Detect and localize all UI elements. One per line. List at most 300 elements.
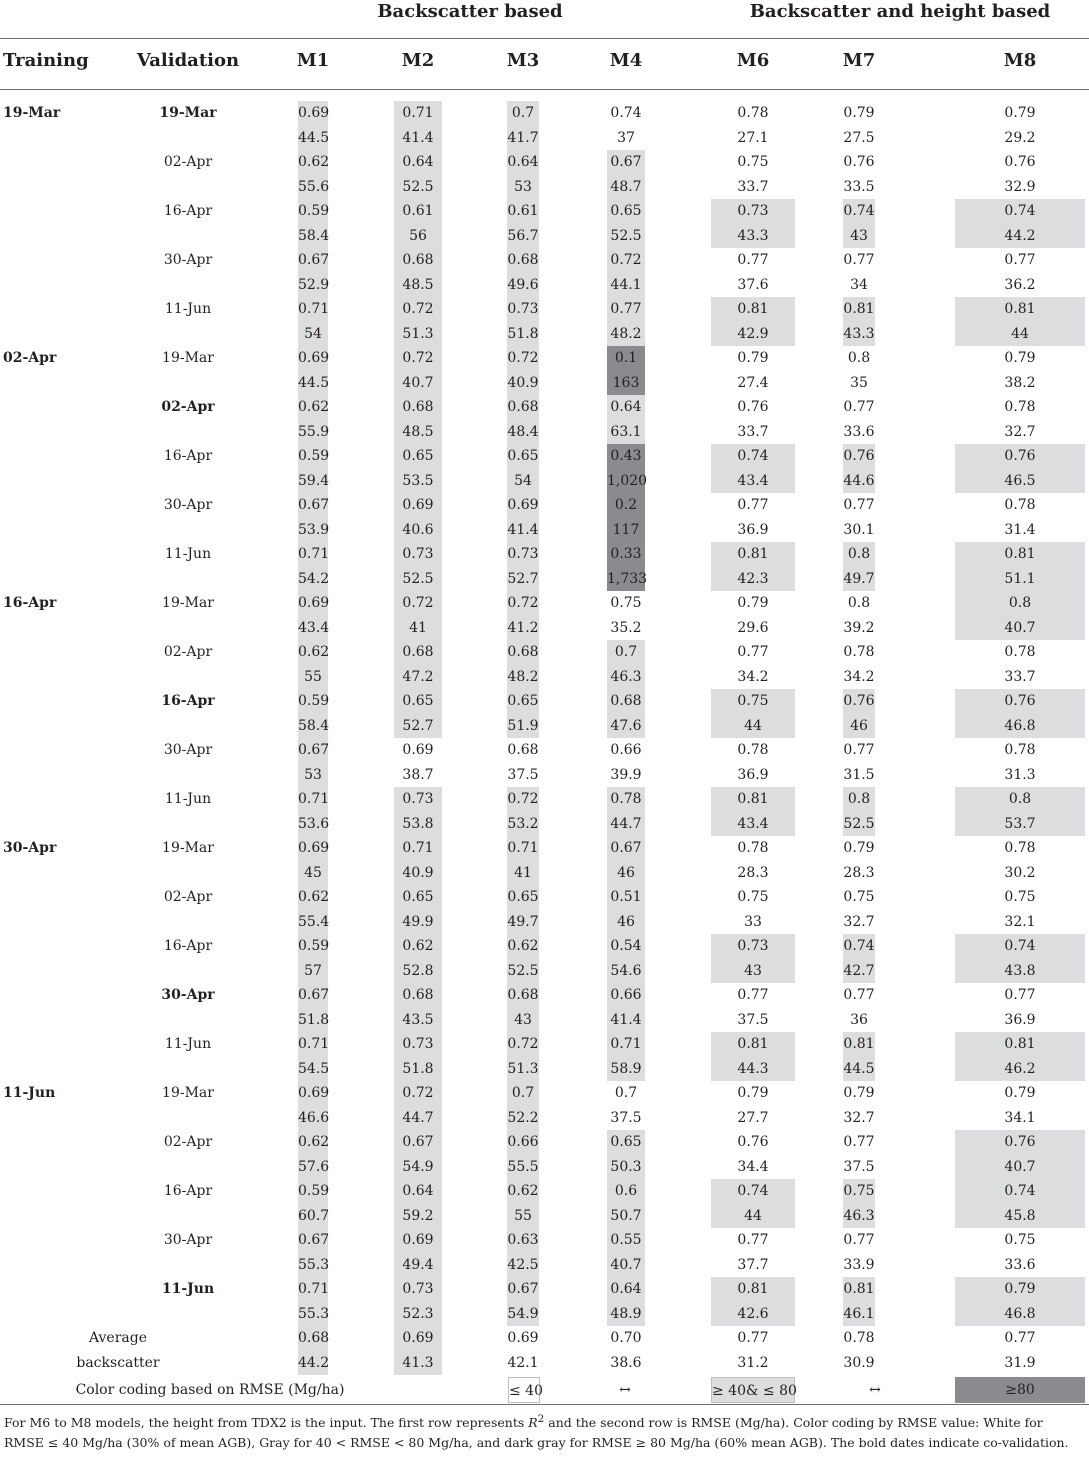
rmse-cell: 58.4	[298, 714, 328, 739]
r2-cell: 0.81	[955, 1032, 1085, 1057]
r2-cell: 0.62	[507, 934, 539, 959]
r2-cell: 0.79	[955, 1277, 1085, 1302]
r2-cell: 0.79	[737, 350, 769, 366]
rmse-cell: 31.5	[843, 766, 875, 783]
rmse-cell: 51.9	[507, 714, 539, 739]
rmse-cell: 36.9	[737, 521, 769, 538]
rmse-cell: 31.3	[1004, 766, 1036, 783]
r2-cell: 0.72	[507, 591, 539, 616]
r2-cell: 0.43	[607, 444, 645, 469]
r2-cell: 0.77	[1004, 252, 1036, 268]
r2-cell: 0.69	[507, 493, 539, 518]
rmse-cell: 37.5	[507, 766, 539, 783]
rmse-cell: 54	[298, 322, 328, 347]
rmse-cell: 55	[507, 1204, 539, 1229]
rmse-cell: 49.6	[507, 273, 539, 298]
rmse-cell: 52.5	[507, 959, 539, 984]
rmse-cell: 37.6	[737, 276, 769, 293]
r2-cell: 0.76	[737, 1134, 769, 1150]
r2-cell: 0.66	[610, 742, 642, 758]
rmse-cell: 42.6	[711, 1302, 795, 1327]
rmse-cell: 48.7	[607, 175, 645, 200]
rmse-cell: 55.3	[298, 1302, 328, 1327]
rmse-cell: 46	[607, 861, 645, 886]
r2-cell: 0.78	[1004, 840, 1036, 856]
r2-cell: 0.65	[394, 885, 442, 910]
rmse-cell: 30.1	[843, 521, 875, 538]
rmse-cell: 53.6	[298, 812, 328, 837]
rmse-cell: 41.2	[507, 616, 539, 641]
r2-cell: 0.72	[507, 787, 539, 812]
r2-cell: 0.33	[607, 542, 645, 567]
r2-cell: 0.6	[607, 1179, 645, 1204]
rmse-cell: 33.6	[843, 423, 875, 440]
table-footnote	[4, 1409, 1084, 1453]
rmse-cell: 48.2	[607, 322, 645, 347]
r2-cell: 0.77	[843, 252, 875, 268]
rmse-cell: 35	[850, 374, 868, 391]
rmse-cell: 38.7	[402, 766, 434, 783]
r2-cell: 0.73	[507, 297, 539, 322]
r2-cell: 0.73	[394, 542, 442, 567]
rmse-cell: 29.6	[737, 619, 769, 636]
rmse-cell: 52.5	[607, 224, 645, 249]
r2-cell: 0.67	[298, 983, 328, 1008]
rmse-cell: 28.3	[737, 864, 769, 881]
validation-date: 30-Apr	[163, 742, 213, 758]
r2-cell: 0.68	[394, 640, 442, 665]
r2-cell: 0.77	[1004, 987, 1036, 1003]
r2-cell: 0.81	[843, 1032, 875, 1057]
average-r2-cell: 0.77	[737, 1330, 769, 1346]
rmse-cell: 55.9	[298, 420, 328, 445]
r2-cell: 0.72	[394, 1081, 442, 1106]
r2-cell: 0.77	[737, 644, 769, 660]
footnote-r-symbol: R	[528, 1415, 538, 1431]
average-label: Average	[88, 1330, 148, 1346]
rmse-cell: 52.2	[507, 1106, 539, 1131]
validation-date: 16-Apr	[163, 203, 213, 219]
rmse-cell: 34.2	[843, 668, 875, 685]
validation-date: 30-Apr	[163, 252, 213, 268]
rmse-cell: 54.9	[507, 1302, 539, 1327]
r2-cell: 0.65	[507, 689, 539, 714]
rmse-cell: 55.4	[298, 910, 328, 935]
r2-cell: 0.79	[737, 1085, 769, 1101]
rmse-cell: 43	[507, 1008, 539, 1033]
rmse-cell: 37.5	[737, 1011, 769, 1028]
r2-cell: 0.76	[843, 689, 875, 714]
rmse-cell: 1,020	[607, 469, 645, 494]
rmse-cell: 44	[711, 714, 795, 739]
rmse-cell: 32.7	[1004, 423, 1036, 440]
rmse-cell: 40.7	[955, 616, 1085, 641]
r2-cell: 0.69	[298, 836, 328, 861]
rmse-cell: 44	[711, 1204, 795, 1229]
rmse-cell: 32.7	[843, 1109, 875, 1126]
rmse-cell: 51.8	[298, 1008, 328, 1033]
validation-date: 11-Jun	[164, 1036, 212, 1052]
r2-cell: 0.59	[298, 199, 328, 224]
r2-cell: 0.8	[843, 542, 875, 567]
r2-cell: 0.72	[607, 248, 645, 273]
rmse-cell: 37.7	[737, 1256, 769, 1273]
r2-cell: 0.73	[711, 934, 795, 959]
r2-cell: 0.65	[607, 199, 645, 224]
rmse-cell: 56.7	[507, 224, 539, 249]
validation-date: 16-Apr	[163, 938, 213, 954]
rmse-cell: 42.5	[507, 1253, 539, 1278]
r2-cell: 0.77	[843, 497, 875, 513]
r2-cell: 0.68	[394, 248, 442, 273]
r2-cell: 0.81	[955, 297, 1085, 322]
col-header-m8: M8	[1003, 50, 1037, 71]
rmse-cell: 27.1	[737, 129, 769, 146]
r2-cell: 0.73	[394, 1277, 442, 1302]
r2-cell: 0.81	[843, 297, 875, 322]
rmse-cell: 46.8	[955, 714, 1085, 739]
r2-cell: 0.69	[298, 591, 328, 616]
rmse-cell: 36.9	[737, 766, 769, 783]
r2-cell: 0.78	[1004, 399, 1036, 415]
average-rmse-cell: 31.9	[1004, 1354, 1036, 1371]
r2-cell: 0.68	[507, 248, 539, 273]
r2-cell: 0.67	[298, 738, 328, 763]
training-date: 30-Apr	[3, 840, 57, 856]
r2-cell: 0.71	[607, 1032, 645, 1057]
average-rmse-cell: 42.1	[507, 1354, 539, 1371]
r2-cell: 0.62	[298, 640, 328, 665]
r2-cell: 0.76	[955, 1130, 1085, 1155]
r2-cell: 0.74	[955, 1179, 1085, 1204]
rmse-cell: 33	[744, 913, 762, 930]
rmse-cell: 33.7	[1004, 668, 1036, 685]
rmse-cell: 43.4	[711, 469, 795, 494]
rmse-cell: 44	[955, 322, 1085, 347]
rmse-cell: 53.7	[955, 812, 1085, 837]
r2-cell: 0.81	[711, 787, 795, 812]
validation-date: 11-Jun	[161, 1281, 215, 1297]
rmse-cell: 54.9	[394, 1155, 442, 1180]
rmse-cell: 60.7	[298, 1204, 328, 1229]
rmse-cell: 29.2	[1004, 129, 1036, 146]
r2-cell: 0.71	[394, 101, 442, 126]
rmse-cell: 45	[298, 861, 328, 886]
rmse-cell: 52.5	[394, 567, 442, 592]
r2-cell: 0.74	[610, 105, 642, 121]
rmse-cell: 33.7	[737, 178, 769, 195]
group-header-backscatter-height: Backscatter and height based	[749, 1, 1051, 22]
r2-cell: 0.76	[843, 154, 875, 170]
rmse-cell: 34.1	[1004, 1109, 1036, 1126]
rmse-cell: 51.3	[507, 1057, 539, 1082]
r2-cell: 0.59	[298, 1179, 328, 1204]
r2-cell: 0.78	[607, 787, 645, 812]
rmse-cell: 63.1	[607, 420, 645, 445]
r2-cell: 0.72	[507, 1032, 539, 1057]
rmse-cell: 53.9	[298, 518, 328, 543]
r2-cell: 0.62	[298, 395, 328, 420]
rmse-cell: 52.5	[394, 175, 442, 200]
rmse-cell: 42.7	[843, 959, 875, 984]
r2-cell: 0.64	[507, 150, 539, 175]
r2-cell: 0.71	[298, 297, 328, 322]
rmse-cell: 50.7	[607, 1204, 645, 1229]
average-r2-cell: 0.78	[843, 1330, 875, 1346]
rmse-cell: 31.4	[1004, 521, 1036, 538]
top-rule	[0, 38, 1089, 39]
average-label: backscatter	[76, 1354, 160, 1371]
legend-dark-swatch: ≥80	[955, 1377, 1085, 1403]
r2-cell: 0.8	[955, 591, 1085, 616]
r2-cell: 0.67	[298, 1228, 328, 1253]
rmse-cell: 51.8	[394, 1057, 442, 1082]
r2-cell: 0.74	[955, 934, 1085, 959]
rmse-cell: 46.3	[607, 665, 645, 690]
r2-cell: 0.8	[843, 787, 875, 812]
r2-cell: 0.79	[843, 840, 875, 856]
rmse-cell: 35.2	[610, 619, 642, 636]
r2-cell: 0.78	[737, 840, 769, 856]
rmse-cell: 52.5	[843, 812, 875, 837]
r2-cell: 0.76	[1004, 154, 1036, 170]
col-header-m1: M1	[296, 50, 330, 71]
validation-date: 16-Apr	[161, 693, 215, 709]
group-header-backscatter: Backscatter based	[377, 1, 563, 22]
footnote-intro: For M6 to M8 models, the height from TDX2 is the input. The first row represents	[4, 1415, 529, 1431]
average-r2-cell: 0.69	[507, 1330, 539, 1346]
validation-date: 19-Mar	[162, 350, 214, 366]
rmse-cell: 28.3	[843, 864, 875, 881]
r2-cell: 0.77	[737, 1232, 769, 1248]
rmse-cell: 52.8	[394, 959, 442, 984]
rmse-cell: 52.7	[394, 714, 442, 739]
r2-cell: 0.59	[298, 689, 328, 714]
rmse-cell: 46.2	[955, 1057, 1085, 1082]
rmse-cell: 39.9	[610, 766, 642, 783]
r2-cell: 0.62	[298, 1130, 328, 1155]
rmse-cell: 43	[843, 224, 875, 249]
rmse-cell: 47.6	[607, 714, 645, 739]
r2-cell: 0.81	[711, 1032, 795, 1057]
rmse-cell: 32.9	[1004, 178, 1036, 195]
r2-cell: 0.59	[298, 934, 328, 959]
validation-date: 19-Mar	[162, 1085, 214, 1101]
rmse-cell: 54.2	[298, 567, 328, 592]
r2-cell: 0.67	[607, 836, 645, 861]
rmse-cell: 40.9	[507, 371, 539, 396]
r2-cell: 0.81	[955, 542, 1085, 567]
footnote-text: and the second row is RMSE (Mg/ha). Color coding by RMSE value: White for RMSE ≤ 40 Mg/ha (30% of mean AGB), Gray for 40 < RMSE < 80 Mg/ha, and dark gray for RMSE ≥ 80 Mg/ha (60% mean AGB). The bold dates indicate co-validation.	[4, 1415, 1069, 1451]
header-rule	[0, 89, 1089, 90]
training-date: 11-Jun	[3, 1085, 56, 1101]
validation-date: 11-Jun	[164, 546, 212, 562]
r2-cell: 0.75	[610, 595, 642, 611]
r2-cell: 0.78	[737, 105, 769, 121]
rmse-cell: 58.4	[298, 224, 328, 249]
r2-cell: 0.79	[1004, 1085, 1036, 1101]
rmse-cell: 37	[617, 129, 635, 146]
r2-cell: 0.67	[507, 1277, 539, 1302]
r2-cell: 0.65	[394, 444, 442, 469]
r2-cell: 0.7	[507, 1081, 539, 1106]
rmse-cell: 48.9	[607, 1302, 645, 1327]
r2-cell: 0.77	[843, 1232, 875, 1248]
validation-date: 02-Apr	[163, 644, 213, 660]
r2-cell: 0.55	[607, 1228, 645, 1253]
rmse-cell: 50.3	[607, 1155, 645, 1180]
rmse-cell: 41	[507, 861, 539, 886]
r2-cell: 0.68	[507, 742, 539, 758]
r2-cell: 0.67	[394, 1130, 442, 1155]
r2-cell: 0.79	[843, 1085, 875, 1101]
rmse-cell: 51.8	[507, 322, 539, 347]
average-r2-cell: 0.68	[298, 1326, 328, 1351]
r2-cell: 0.75	[737, 154, 769, 170]
col-header-training: Training	[3, 50, 89, 71]
r2-cell: 0.62	[298, 150, 328, 175]
validation-date: 16-Apr	[163, 448, 213, 464]
r2-cell: 0.77	[737, 497, 769, 513]
rmse-cell: 46.5	[955, 469, 1085, 494]
average-r2-cell: 0.70	[610, 1330, 642, 1346]
r2-cell: 0.64	[394, 150, 442, 175]
rmse-cell: 59.4	[298, 469, 328, 494]
rmse-cell: 53.2	[507, 812, 539, 837]
rmse-cell: 163	[607, 371, 645, 396]
validation-date: 02-Apr	[163, 1134, 213, 1150]
rmse-cell: 33.5	[843, 178, 875, 195]
rmse-cell: 52.9	[298, 273, 328, 298]
rmse-cell: 43.3	[711, 224, 795, 249]
rmse-cell: 46.8	[955, 1302, 1085, 1327]
rmse-cell: 43.4	[711, 812, 795, 837]
r2-cell: 0.7	[614, 1085, 638, 1101]
rmse-cell: 53	[298, 763, 328, 788]
validation-date: 30-Apr	[163, 497, 213, 513]
r2-cell: 0.78	[1004, 497, 1036, 513]
rmse-cell: 55.5	[507, 1155, 539, 1180]
rmse-cell: 55.3	[298, 1253, 328, 1278]
r2-cell: 0.76	[737, 399, 769, 415]
r2-cell: 0.73	[507, 542, 539, 567]
col-header-m3: M3	[506, 50, 540, 71]
r2-cell: 0.67	[298, 493, 328, 518]
rmse-cell: 40.7	[394, 371, 442, 396]
average-rmse-cell: 30.9	[843, 1354, 875, 1371]
rmse-cell: 43.3	[843, 322, 875, 347]
rmse-cell: 32.7	[843, 913, 875, 930]
rmse-cell: 1,733	[607, 567, 645, 592]
r2-cell: 0.69	[298, 346, 328, 371]
r2-cell: 0.73	[711, 199, 795, 224]
r2-cell: 0.63	[507, 1228, 539, 1253]
bottom-rule	[0, 1404, 1089, 1405]
r2-cell: 0.68	[394, 983, 442, 1008]
r2-cell: 0.77	[737, 987, 769, 1003]
r2-cell: 0.77	[737, 252, 769, 268]
rmse-cell: 55.6	[298, 175, 328, 200]
average-r2-cell: 0.69	[394, 1326, 442, 1351]
r2-cell: 0.8	[847, 350, 871, 366]
r2-cell: 0.77	[843, 742, 875, 758]
rmse-cell: 27.4	[737, 374, 769, 391]
rmse-cell: 53.8	[394, 812, 442, 837]
rmse-cell: 51.3	[394, 322, 442, 347]
rmse-cell: 48.5	[394, 273, 442, 298]
rmse-cell: 40.7	[955, 1155, 1085, 1180]
r2-cell: 0.68	[607, 689, 645, 714]
r2-cell: 0.65	[607, 1130, 645, 1155]
r2-cell: 0.75	[843, 1179, 875, 1204]
r2-cell: 0.76	[955, 689, 1085, 714]
col-header-m7: M7	[842, 50, 876, 71]
rmse-cell: 34	[850, 276, 868, 293]
r2-cell: 0.81	[843, 1277, 875, 1302]
average-rmse-cell: 44.2	[298, 1351, 328, 1376]
rmse-cell: 52.3	[394, 1302, 442, 1327]
rmse-cell: 39.2	[843, 619, 875, 636]
rmse-cell: 44.7	[607, 812, 645, 837]
r2-cell: 0.64	[607, 1277, 645, 1302]
rmse-cell: 52.7	[507, 567, 539, 592]
r2-cell: 0.71	[394, 836, 442, 861]
training-date: 19-Mar	[3, 105, 61, 121]
rmse-cell: 27.7	[737, 1109, 769, 1126]
r2-cell: 0.72	[394, 591, 442, 616]
rmse-cell: 40.7	[607, 1253, 645, 1278]
rmse-cell: 44.5	[843, 1057, 875, 1082]
r2-cell: 0.74	[843, 934, 875, 959]
r2-cell: 0.77	[607, 297, 645, 322]
rmse-cell: 55	[298, 665, 328, 690]
rmse-cell: 51.1	[955, 567, 1085, 592]
r2-cell: 0.8	[847, 595, 871, 611]
rmse-cell: 43.8	[955, 959, 1085, 984]
rmse-cell: 30.2	[1004, 864, 1036, 881]
average-r2-cell: 0.77	[1004, 1330, 1036, 1346]
rmse-cell: 41.4	[394, 126, 442, 151]
rmse-cell: 43.4	[298, 616, 328, 641]
r2-cell: 0.74	[843, 199, 875, 224]
r2-cell: 0.61	[507, 199, 539, 224]
r2-cell: 0.8	[955, 787, 1085, 812]
rmse-cell: 53.5	[394, 469, 442, 494]
rmse-cell: 54.5	[298, 1057, 328, 1082]
validation-date: 19-Mar	[162, 595, 214, 611]
rmse-cell: 34.4	[737, 1158, 769, 1175]
rmse-cell: 38.2	[1004, 374, 1036, 391]
r2-cell: 0.78	[737, 742, 769, 758]
rmse-cell: 49.7	[843, 567, 875, 592]
rmse-cell: 40.6	[394, 518, 442, 543]
validation-date: 30-Apr	[161, 987, 215, 1003]
r2-cell: 0.66	[607, 983, 645, 1008]
rmse-cell: 34.2	[737, 668, 769, 685]
r2-cell: 0.74	[711, 444, 795, 469]
rmse-cell: 27.5	[843, 129, 875, 146]
r2-cell: 0.7	[507, 101, 539, 126]
r2-cell: 0.71	[298, 787, 328, 812]
r2-cell: 0.67	[298, 248, 328, 273]
legend-white-swatch: ≤ 40	[508, 1377, 540, 1403]
rmse-cell: 46	[607, 910, 645, 935]
r2-cell: 0.77	[843, 987, 875, 1003]
rmse-cell: 44.7	[394, 1106, 442, 1131]
validation-date: 30-Apr	[163, 1232, 213, 1248]
r2-cell: 0.71	[298, 1277, 328, 1302]
rmse-cell: 46.6	[298, 1106, 328, 1131]
